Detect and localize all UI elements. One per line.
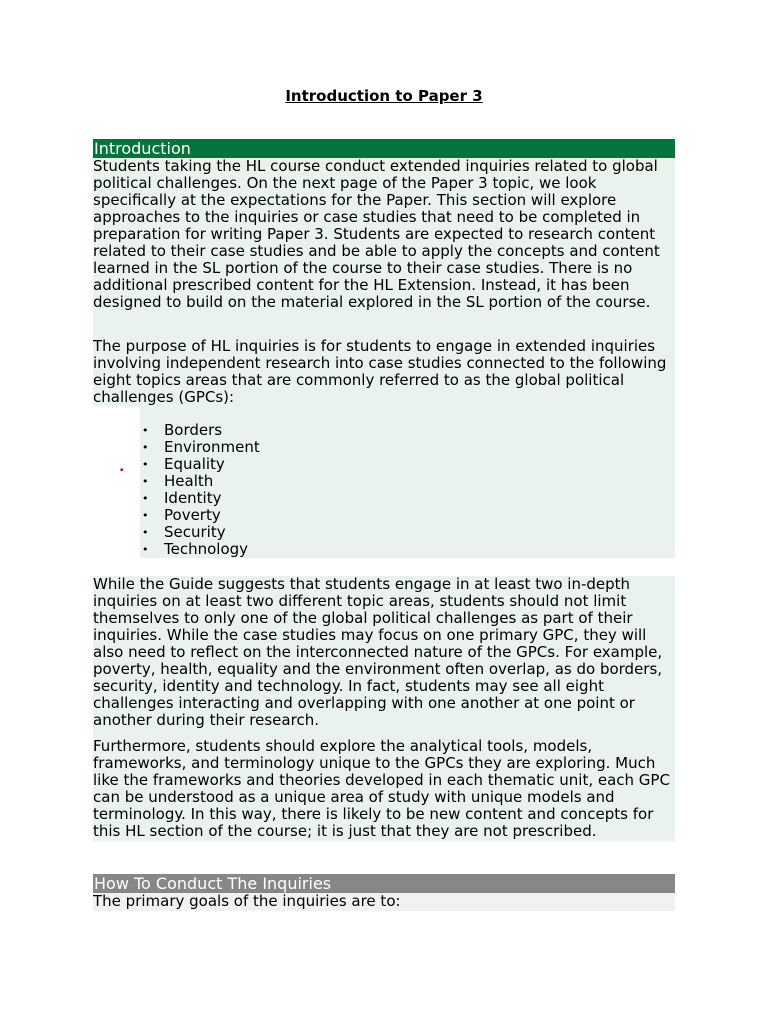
inquiries-paragraph-1: The primary goals of the inquiries are to: <box>93 892 401 910</box>
page-title: Introduction to Paper 3 <box>285 87 483 105</box>
bullet-icon: • <box>142 492 149 505</box>
intro-paragraph-4: Furthermore, students should explore the analytical tools, models, frameworks, and terminology unique to the GPCs they are exploring. Much like the frameworks and theories developed in each thematic unit, each GPC can be understood as a unique area of study with unique models and terminology. In this way, there is likely to be new content and concepts for this HL section of the course; it is just that they are not prescribed. <box>93 737 670 840</box>
section-heading-introduction: Introduction <box>93 139 675 158</box>
gpc-list-item <box>142 438 260 456</box>
gpc-list-item <box>142 455 260 473</box>
gpc-list-item <box>142 523 260 541</box>
intro-paragraph-3: While the Guide suggests that students engage in at least two in-depth inquiries on at least two different topic areas, students should not limit themselves to only one of the global political challenges as part of their inquiries. While the case studies may focus on one primary GPC, they will also need to reflect on the interconnected nature of the GPCs. For example, poverty, health, equality and the environment often overlap, as do borders, security, identity and technology. In fact, students may see all eight challenges interacting and overlapping with one another at one point or another during their research. <box>93 575 663 729</box>
bullet-icon: • <box>142 424 149 437</box>
bullet-icon: • <box>142 526 149 539</box>
intro-paragraph-1: Students taking the HL course conduct extended inquiries related to global political challenges. On the next page of the Paper 3 topic, we look specifically at the expectations for the Paper. This section will explore approaches to the inquiries or case studies that need to be completed in preparation for writing Paper 3. Students are expected to research content related to their case studies and be able to apply the concepts and content learned in the SL portion of the course to their case studies. There is no additional prescribed content for the HL Extension. Instead, it has been designed to build on the material explored in the SL portion of the course. <box>93 157 660 311</box>
introduction-panel <box>93 158 675 841</box>
gpc-label: Health <box>164 472 214 490</box>
gpc-label: Security <box>164 523 226 541</box>
gpc-list-item <box>142 472 260 490</box>
gpc-label: Identity <box>164 489 222 507</box>
section-heading-inquiries: How To Conduct The Inquiries <box>93 874 675 893</box>
list-indent-blank <box>93 406 140 558</box>
gpc-label: Poverty <box>164 506 221 524</box>
stray-mark: ▪ <box>120 467 124 473</box>
bullet-icon: • <box>142 509 149 522</box>
gpc-list-item <box>142 421 260 439</box>
gpc-label: Borders <box>164 421 223 439</box>
gpc-label: Environment <box>164 438 260 456</box>
gpc-list-item <box>142 489 260 507</box>
bullet-icon: • <box>142 458 149 471</box>
bullet-icon: • <box>142 441 149 454</box>
intro-paragraph-2: The purpose of HL inquiries is for students to engage in extended inquiries involving independent research into case studies connected to the following eight topics areas that are commonly referred to as the global political challenges (GPCs): <box>93 337 667 406</box>
gpc-label: Equality <box>164 455 225 473</box>
bullet-icon: • <box>142 543 149 556</box>
gpc-label: Technology <box>164 540 249 558</box>
gpc-list-item <box>142 506 260 524</box>
bullet-icon: • <box>142 475 149 488</box>
gpc-list-item <box>142 540 260 558</box>
gpc-list <box>142 421 260 558</box>
inquiries-panel <box>93 893 675 911</box>
list-spacer <box>93 558 675 576</box>
